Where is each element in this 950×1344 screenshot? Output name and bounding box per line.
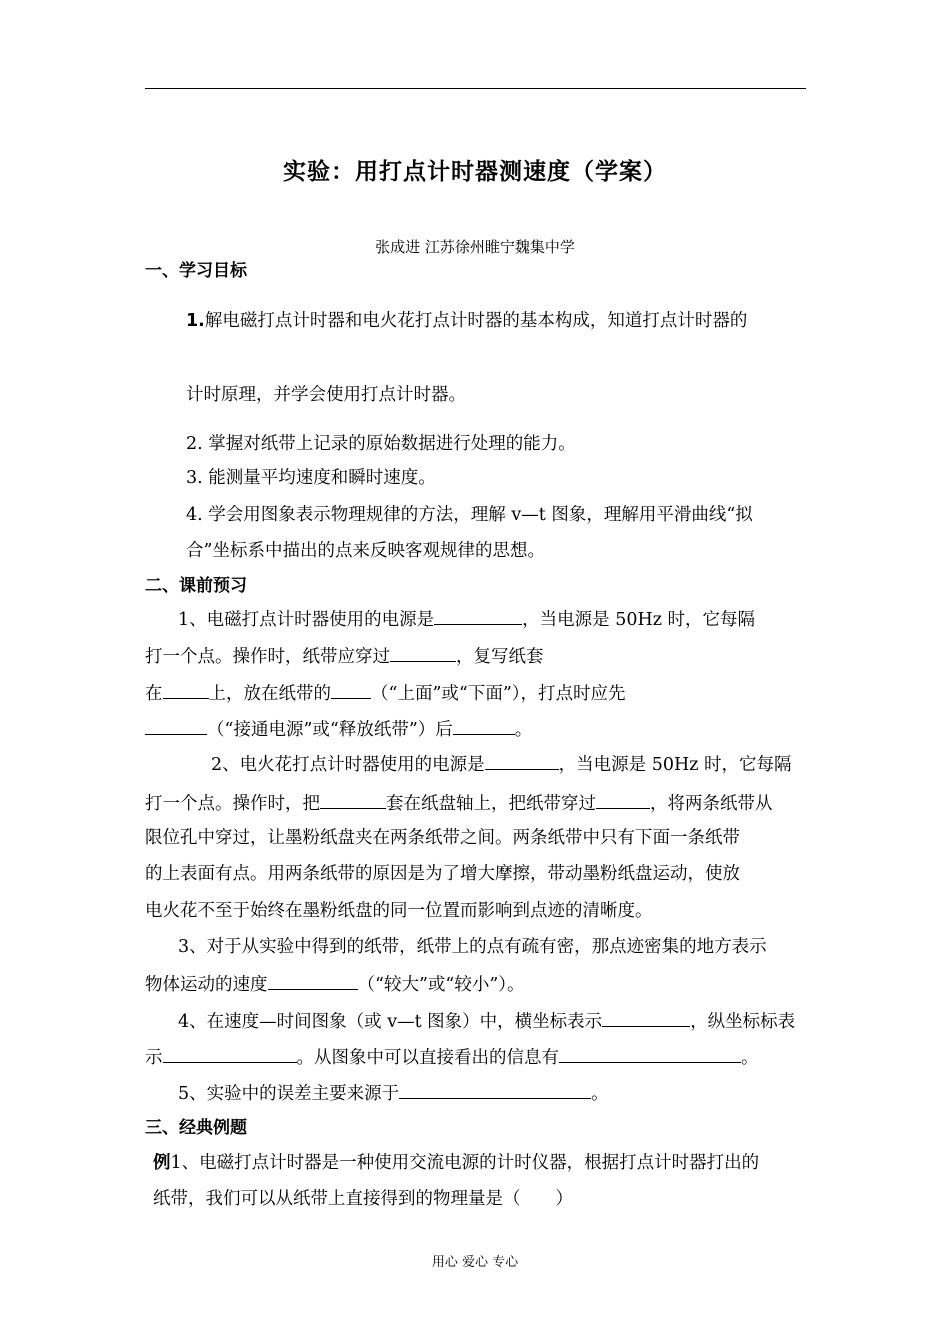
q1-text-c: 打一个点。操作时，纸带应穿过 <box>145 647 390 667</box>
objective-4-text-1: 学会用图象表示物理规律的方法，理解 v—t 图象，理解用平滑曲线“拟 <box>208 505 753 525</box>
objective-3-text: 能测量平均速度和瞬时速度。 <box>208 468 436 488</box>
answer-blank[interactable] <box>596 790 650 809</box>
question-4-line-2 <box>145 1044 759 1070</box>
question-2-line-2 <box>145 790 773 816</box>
example-1-line-1 <box>153 1151 759 1175</box>
answer-blank[interactable] <box>331 680 371 699</box>
answer-blank[interactable] <box>559 1044 741 1063</box>
example-1-text-1: 1、电磁打点计时器是一种使用交流电源的计时仪器，根据打点计时器打出的 <box>170 1153 760 1173</box>
q1-text-e: 在 <box>145 684 163 704</box>
question-1-line-1 <box>178 606 755 632</box>
question-1-line-4 <box>145 716 532 742</box>
q1-text-h: （“接通电源”或“释放纸带”）后 <box>207 720 453 740</box>
document-title: 实验：用打点计时器测速度（学案） <box>283 159 667 185</box>
question-5 <box>178 1080 609 1106</box>
objective-1-text-1: 解电磁打点计时器和电火花打点计时器的基本构成，知道打点计时器的 <box>204 311 748 331</box>
objective-1-line-2: 计时原理，并学会使用打点计时器。 <box>186 385 466 405</box>
answer-blank[interactable] <box>485 751 559 770</box>
answer-blank[interactable] <box>163 680 209 699</box>
author-line: 张成进 江苏徐州睢宁魏集中学 <box>375 238 575 256</box>
answer-blank[interactable] <box>602 1008 690 1027</box>
question-1-line-2 <box>145 643 544 669</box>
answer-blank[interactable] <box>145 716 207 735</box>
question-3-line-2 <box>145 971 525 997</box>
answer-blank[interactable] <box>390 643 456 662</box>
example-1-line-2: 纸带，我们可以从纸带上直接得到的物理量是（ ） <box>153 1189 573 1209</box>
objective-4-line-2: 合”坐标系中描出的点来反映客观规律的思想。 <box>186 541 545 561</box>
section-heading-preview: 二、课前预习 <box>145 576 247 596</box>
objective-1-line-1 <box>186 309 747 333</box>
answer-blank[interactable] <box>163 1044 297 1063</box>
answer-blank[interactable] <box>453 716 515 735</box>
question-2-line-4: 的上表面有点。用两条纸带的原因是为了增大摩擦，带动墨粉纸盘运动，使放 <box>145 864 740 884</box>
example-label: 例 <box>153 1153 171 1173</box>
q4-text-c: 示 <box>145 1048 163 1068</box>
q2-text-c: 打一个点。操作时，把 <box>145 794 320 814</box>
q2-text-d: 套在纸盘轴上，把纸带穿过 <box>386 794 596 814</box>
question-3-line-1: 3、对于从实验中得到的纸带，纸带上的点有疏有密，那点迹密集的地方表示 <box>178 937 767 957</box>
q5-text-a: 5、实验中的误差主要来源于 <box>178 1084 400 1104</box>
answer-blank[interactable] <box>399 1080 591 1099</box>
objective-2-text: 掌握对纸带上记录的原始数据进行处理的能力。 <box>208 434 576 454</box>
answer-blank[interactable] <box>434 606 522 625</box>
q1-text-f: 上，放在纸带的 <box>208 684 331 704</box>
question-1-line-3 <box>145 680 626 706</box>
objective-4-number: 4. <box>186 505 203 525</box>
q1-text-g: （“上面”或“下面”），打点时应先 <box>371 684 626 704</box>
question-2-line-5: 电火花不至于始终在墨粉纸盘的同一位置而影响到点迹的清晰度。 <box>145 901 653 921</box>
objective-3-number: 3. <box>186 468 203 488</box>
answer-blank[interactable] <box>268 971 358 990</box>
q1-text-b: ，当电源是 50Hz 时，它每隔 <box>522 610 756 630</box>
question-4-line-1 <box>178 1008 795 1034</box>
section-heading-examples: 三、经典例题 <box>145 1118 247 1138</box>
q1-text-a: 1、电磁打点计时器使用的电源是 <box>178 610 435 630</box>
objective-1-number: 1. <box>186 311 205 331</box>
q3-text-c: （“较大”或“较小”）。 <box>357 975 525 995</box>
q5-text-b: 。 <box>591 1084 609 1104</box>
objective-4-line-1 <box>186 503 753 527</box>
q4-text-e: 。 <box>741 1048 759 1068</box>
page-footer: 用心 爱心 专心 <box>431 1255 519 1270</box>
section-heading-objectives: 一、学习目标 <box>145 261 247 281</box>
q1-text-i: 。 <box>514 720 533 740</box>
q3-text-b: 物体运动的速度 <box>145 975 268 995</box>
q2-text-b: ，当电源是 50Hz 时，它每隔 <box>558 755 792 775</box>
q4-text-b: ，纵坐标标表 <box>690 1012 796 1032</box>
header-rule <box>145 88 806 89</box>
objective-3 <box>186 466 436 490</box>
question-2-line-1 <box>211 751 792 777</box>
q4-text-a: 4、在速度—时间图象（或 v—t 图象）中，横坐标表示 <box>178 1012 603 1032</box>
objective-2 <box>186 432 576 456</box>
q1-text-d: ，复写纸套 <box>456 647 544 667</box>
q2-text-e: ，将两条纸带从 <box>650 794 773 814</box>
objective-2-number: 2. <box>186 434 203 454</box>
answer-blank[interactable] <box>320 790 386 809</box>
q2-text-a: 2、电火花打点计时器使用的电源是 <box>211 755 485 775</box>
q4-text-d: 。从图象中可以直接看出的信息有 <box>296 1048 559 1068</box>
question-2-line-3: 限位孔中穿过，让墨粉纸盘夹在两条纸带之间。两条纸带中只有下面一条纸带 <box>145 828 740 848</box>
